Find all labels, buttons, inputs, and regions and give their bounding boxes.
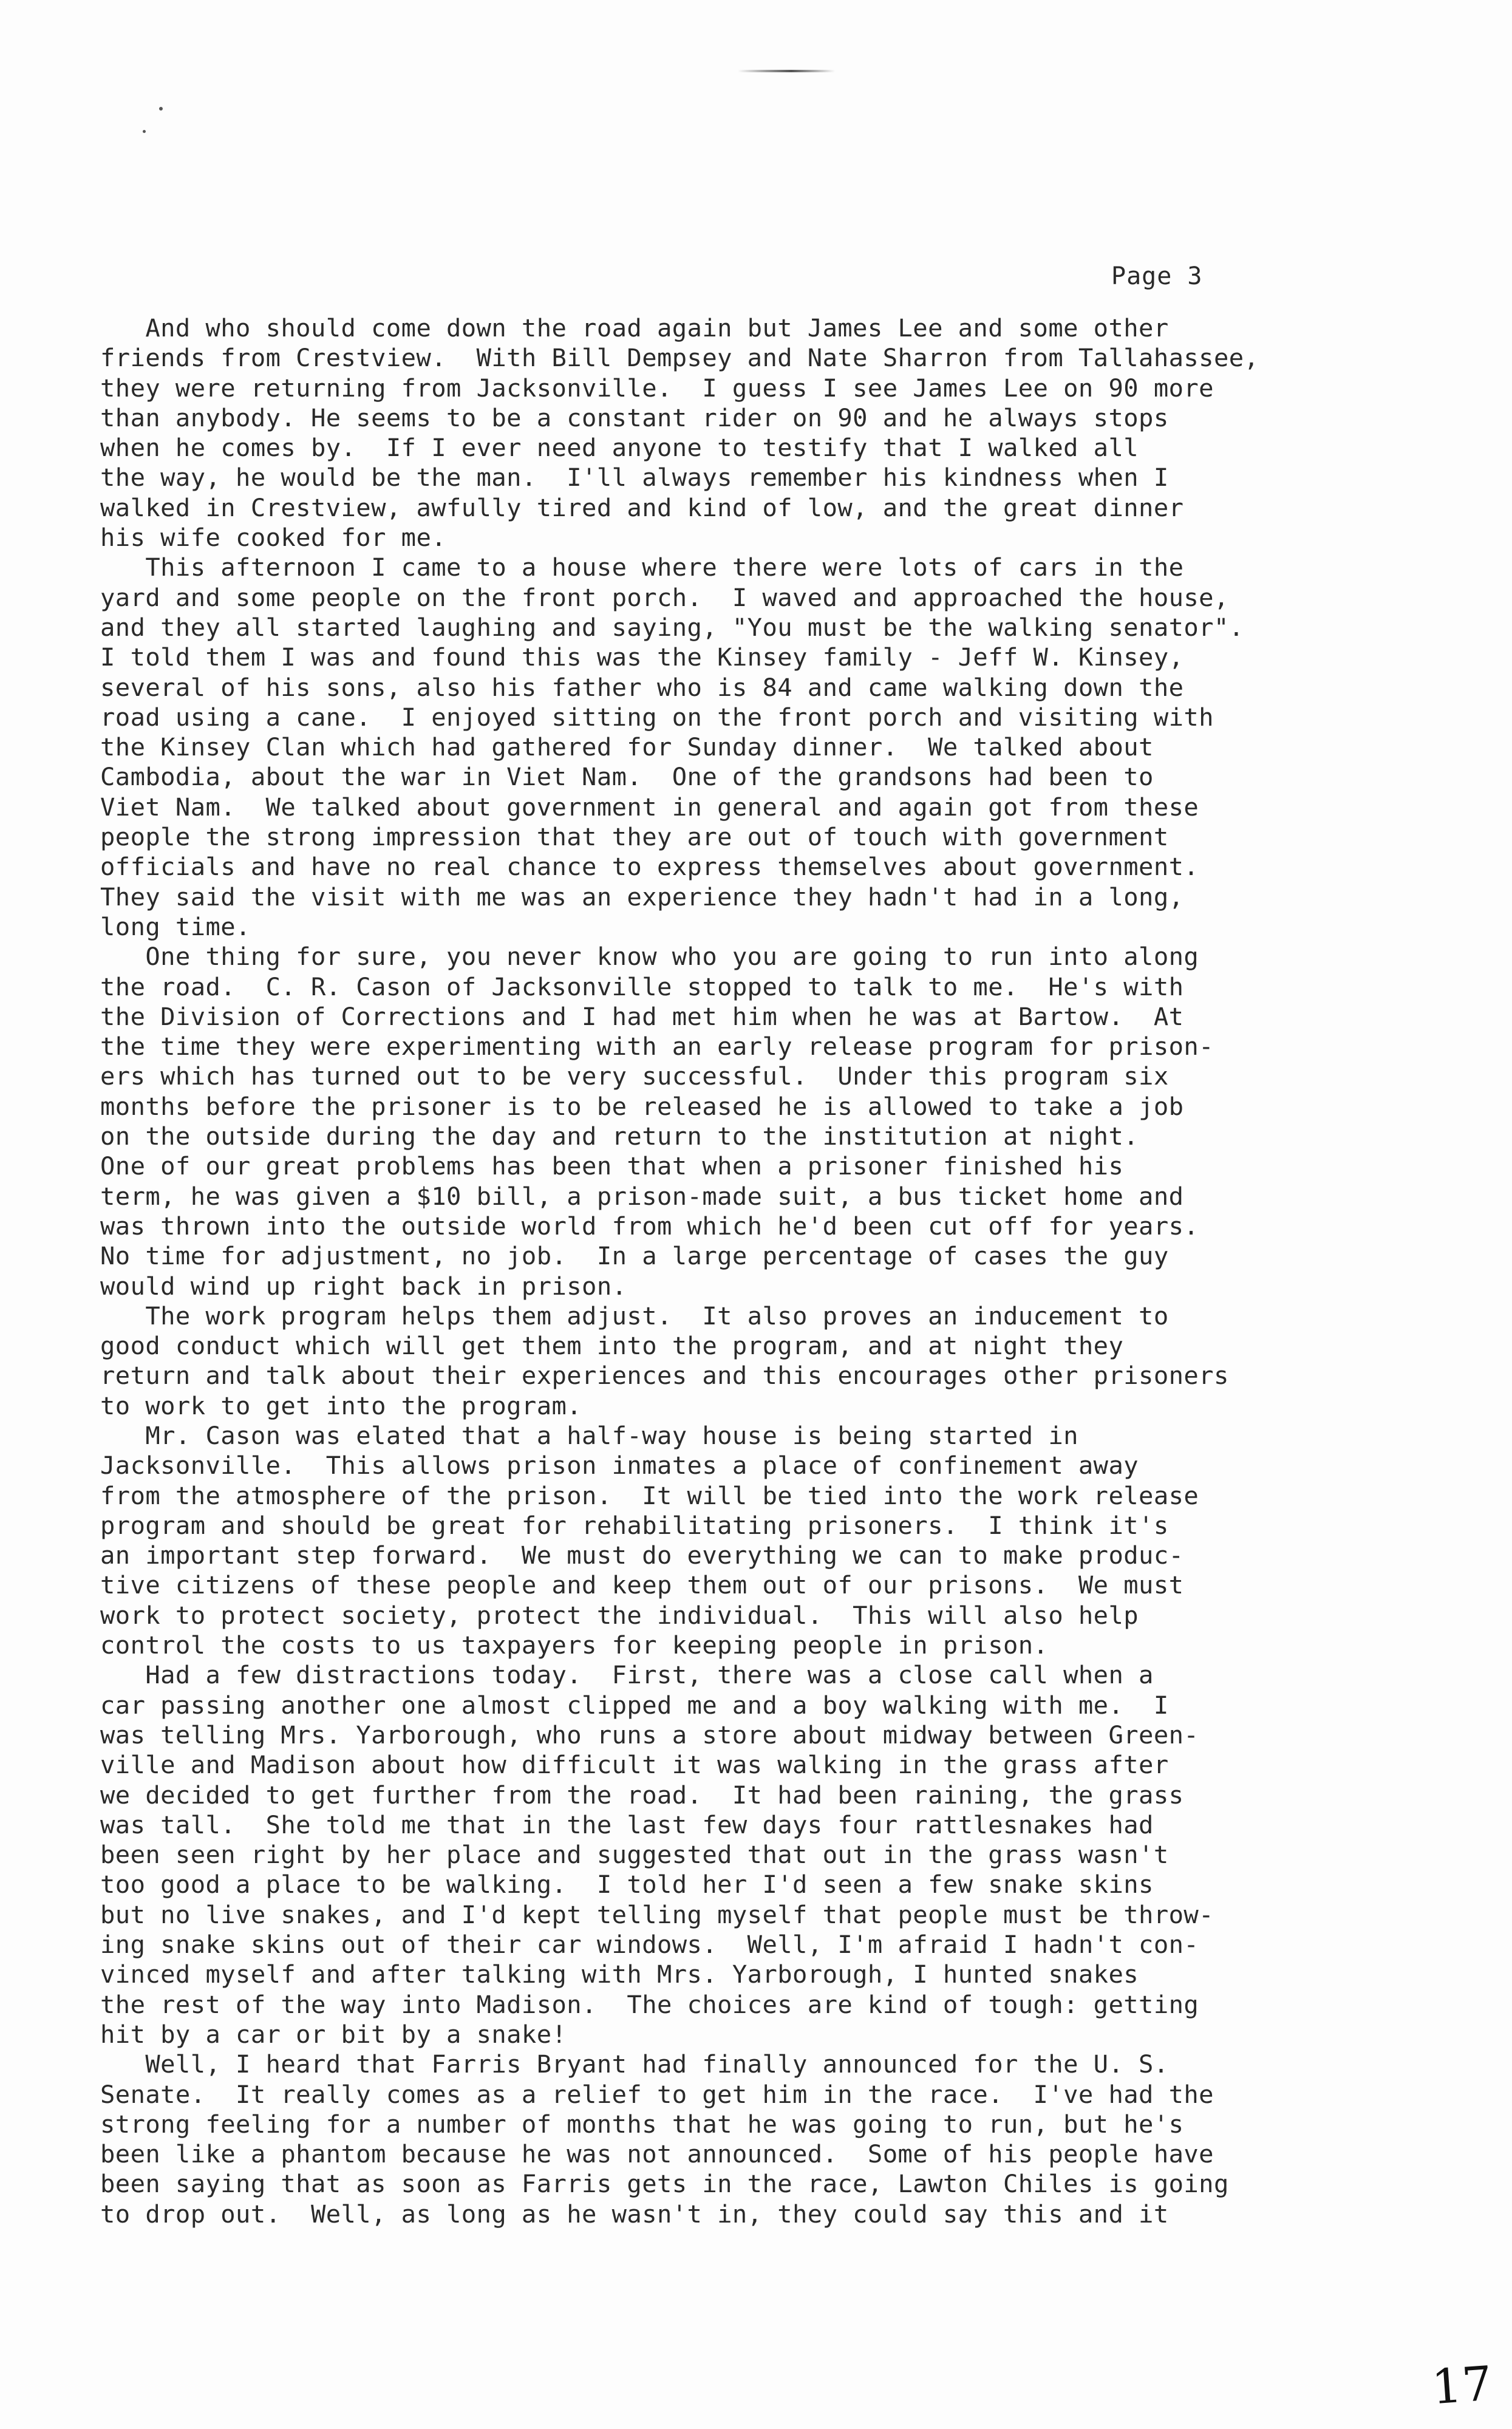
text-line: work to protect society, protect the individual. This will also help	[100, 1600, 1139, 1630]
text-line: One thing for sure, you never know who you are going to run into along	[100, 942, 1199, 972]
text-line: been saying that as soon as Farris gets in the race, Lawton Chiles is going	[100, 2169, 1229, 2199]
text-line: the Kinsey Clan which had gathered for Sunday dinner. We talked about	[100, 732, 1154, 762]
text-line: the way, he would be the man. I'll always remember his kindness when I	[100, 463, 1169, 492]
text-line: One of our great problems has been that when a prisoner finished his	[100, 1151, 1124, 1181]
text-line: Well, I heard that Farris Bryant had finally announced for the U. S.	[100, 2049, 1169, 2079]
text-line: they were returning from Jacksonville. I guess I see James Lee on 90 more	[100, 373, 1214, 403]
text-line: was telling Mrs. Yarborough, who runs a store about midway between Green-	[100, 1720, 1199, 1749]
typed-body-text	[100, 313, 1473, 2229]
scan-mark	[738, 70, 835, 72]
text-line: too good a place to be walking. I told her I'd seen a few snake skins	[100, 1870, 1154, 1899]
text-line: car passing another one almost clipped me and a boy walking with me. I	[100, 1690, 1169, 1720]
text-line: an important step forward. We must do everything we can to make produc-	[100, 1541, 1184, 1570]
text-line: ers which has turned out to be very successful. Under this program six	[100, 1061, 1169, 1091]
text-line: return and talk about their experiences and this encourages other prisoners	[100, 1361, 1229, 1391]
text-line: people the strong impression that they are out of touch with government	[100, 822, 1169, 852]
text-line: several of his sons, also his father who is 84 and came walking down the	[100, 672, 1184, 702]
text-line: friends from Crestview. With Bill Dempsey and Nate Sharron from Tallahassee,	[100, 343, 1259, 373]
text-line: control the costs to us taxpayers for keeping people in prison.	[100, 1630, 1049, 1660]
scan-speck	[143, 130, 146, 133]
text-line: been seen right by her place and suggested that out in the grass wasn't	[100, 1840, 1169, 1870]
text-line: on the outside during the day and return to the institution at night.	[100, 1122, 1139, 1151]
text-line: when he comes by. If I ever need anyone to testify that I walked all	[100, 433, 1139, 463]
text-line: term, he was given a $10 bill, a prison-made suit, a bus ticket home and	[100, 1181, 1184, 1211]
text-line: walked in Crestview, awfully tired and kind of low, and the great dinner	[100, 492, 1184, 522]
text-line: They said the visit with me was an experience they hadn't had in a long,	[100, 882, 1184, 911]
text-line: vinced myself and after talking with Mrs. Yarborough, I hunted snakes	[100, 1960, 1139, 1989]
text-line: tive citizens of these people and keep them out of our prisons. We must	[100, 1570, 1184, 1600]
text-line: The work program helps them adjust. It also proves an inducement to	[100, 1301, 1169, 1330]
text-line: road using a cane. I enjoyed sitting on the front porch and visiting with	[100, 702, 1214, 732]
text-line: strong feeling for a number of months that he was going to run, but he's	[100, 2109, 1184, 2139]
text-line: Jacksonville. This allows prison inmates a place of confinement away	[100, 1451, 1139, 1480]
text-line: Mr. Cason was elated that a half-way house is being started in	[100, 1420, 1078, 1450]
text-line: than anybody. He seems to be a constant rider on 90 and he always stops	[100, 403, 1169, 432]
text-line: And who should come down the road again but James Lee and some other	[100, 313, 1169, 342]
text-line: program and should be great for rehabilitating prisoners. I think it's	[100, 1510, 1169, 1540]
text-line: would wind up right back in prison.	[100, 1271, 627, 1301]
text-line: I told them I was and found this was the Kinsey family - Jeff W. Kinsey,	[100, 642, 1184, 672]
text-line: Had a few distractions today. First, there was a close call when a	[100, 1660, 1154, 1690]
text-line: yard and some people on the front porch. I waved and approached the house,	[100, 582, 1229, 612]
text-line: No time for adjustment, no job. In a large percentage of cases the guy	[100, 1241, 1169, 1271]
page-label: Page 3	[1111, 262, 1203, 290]
text-line: ing snake skins out of their car windows. Well, I'm afraid I hadn't con-	[100, 1930, 1199, 1960]
text-line: been like a phantom because he was not announced. Some of his people have	[100, 2139, 1214, 2169]
text-line: to drop out. Well, as long as he wasn't in, they could say this and it	[100, 2199, 1169, 2229]
text-line: to work to get into the program.	[100, 1391, 582, 1420]
text-line: officials and have no real chance to express themselves about government.	[100, 852, 1199, 882]
scan-speck	[159, 107, 163, 111]
text-line: but no live snakes, and I'd kept telling myself that people must be throw-	[100, 1899, 1214, 1929]
text-line: the Division of Corrections and I had met him when he was at Bartow. At	[100, 1001, 1184, 1031]
text-line: months before the prisoner is to be released he is allowed to take a job	[100, 1091, 1184, 1121]
text-line: we decided to get further from the road. It had been raining, the grass	[100, 1780, 1184, 1810]
text-line: the road. C. R. Cason of Jacksonville stopped to talk to me. He's with	[100, 972, 1184, 1001]
text-line: hit by a car or bit by a snake!	[100, 2019, 567, 2049]
text-line: and they all started laughing and saying, "You must be the walking senator".	[100, 612, 1244, 642]
text-line: good conduct which will get them into the program, and at night they	[100, 1331, 1124, 1361]
text-line: Cambodia, about the war in Viet Nam. One of the grandsons had been to	[100, 762, 1154, 792]
text-line: the time they were experimenting with an early release program for prison-	[100, 1032, 1214, 1061]
text-line: his wife cooked for me.	[100, 523, 447, 553]
text-line: Viet Nam. We talked about government in general and again got from these	[100, 792, 1199, 822]
text-line: This afternoon I came to a house where there were lots of cars in the	[100, 553, 1184, 582]
text-line: ville and Madison about how difficult it was walking in the grass after	[100, 1750, 1169, 1780]
text-line: was tall. She told me that in the last few days four rattlesnakes had	[100, 1810, 1154, 1839]
text-line: was thrown into the outside world from which he'd been cut off for years.	[100, 1211, 1199, 1241]
handwritten-page-number: 17	[1429, 2356, 1494, 2416]
text-line: the rest of the way into Madison. The choices are kind of tough: getting	[100, 1989, 1199, 2019]
text-line: Senate. It really comes as a relief to get him in the race. I've had the	[100, 2079, 1214, 2109]
text-line: long time.	[100, 911, 251, 941]
text-line: from the atmosphere of the prison. It will be tied into the work release	[100, 1480, 1199, 1510]
